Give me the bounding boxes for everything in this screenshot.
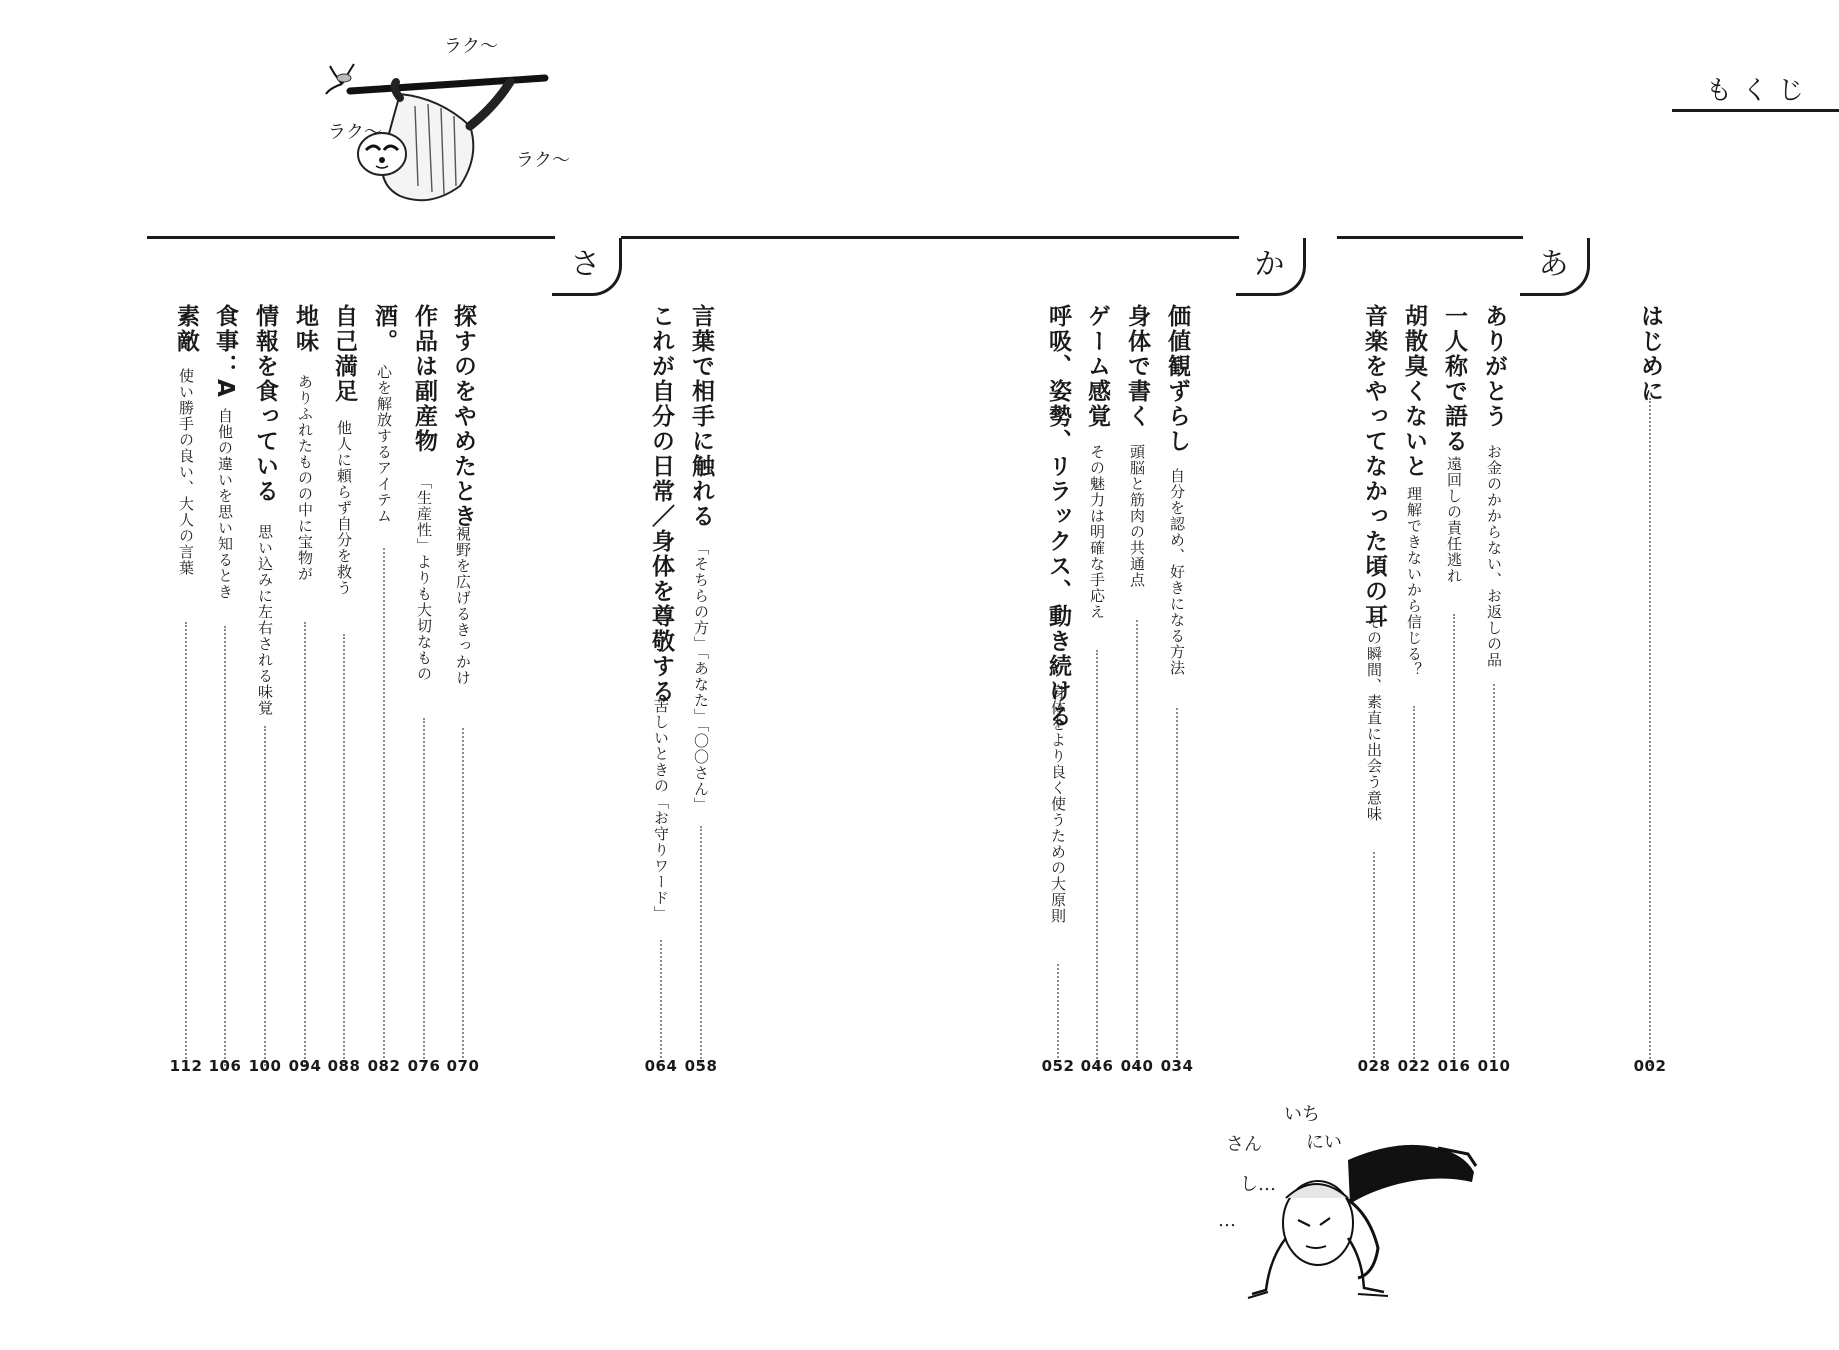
sound-effect: ラク〜 <box>444 36 498 57</box>
entry-subtitle: 使い勝手の良い、大人の言葉 <box>177 368 195 576</box>
entry-title: 素敵 <box>173 304 199 354</box>
count-text: いち <box>1284 1104 1320 1125</box>
page-number: 076 <box>407 1057 441 1075</box>
section-tab: か <box>1236 238 1306 296</box>
entry-subtitle: 「そちらの方」「あなた」「〇〇さん」 <box>692 540 710 813</box>
page-number: 016 <box>1437 1057 1471 1075</box>
page-number: 058 <box>684 1057 718 1075</box>
entry-title: 自己満足 <box>331 304 357 404</box>
page-number: 106 <box>208 1057 242 1075</box>
entry-subtitle: 遠回しの責任逃れ <box>1445 456 1463 584</box>
dot-leader <box>423 718 425 1066</box>
entry-title: 価値観ずらし <box>1164 304 1190 454</box>
entry-title: 音楽をやってなかった頃の耳 <box>1361 304 1387 629</box>
entry-title: はじめに <box>1637 304 1663 404</box>
toc-entry[interactable] <box>1474 304 1514 1066</box>
sound-effect: ラク〜 <box>516 150 570 171</box>
toc-entry[interactable] <box>324 304 364 1066</box>
toc-entry[interactable] <box>404 304 444 1066</box>
dot-leader <box>224 626 226 1066</box>
dot-leader <box>1136 620 1138 1066</box>
page-number: 100 <box>248 1057 282 1075</box>
toc-entry[interactable] <box>1038 304 1078 1066</box>
entry-title: 言葉で相手に触れる <box>688 304 714 529</box>
toc-entry[interactable] <box>1157 304 1197 1066</box>
section-rule <box>621 236 1239 239</box>
toc-entry[interactable] <box>245 304 285 1066</box>
sound-effect: ラク〜 <box>328 122 382 143</box>
toc-entry[interactable] <box>1354 304 1394 1066</box>
entry-title: 情報を食っている <box>252 304 278 504</box>
page-number: 082 <box>367 1057 401 1075</box>
page-number: 070 <box>446 1057 480 1075</box>
entry-subtitle: ありふれたものの中に宝物が <box>296 374 314 582</box>
entry-subtitle: 身体をより良く使うための大原則 <box>1049 684 1067 924</box>
entry-title: ありがとう <box>1481 304 1507 429</box>
page-number: 040 <box>1120 1057 1154 1075</box>
toc-entry[interactable] <box>1434 304 1474 1066</box>
entry-title: これが自分の日常／身体を尊敬する <box>648 304 674 704</box>
entry-subtitle: 他人に頼らず自分を救う <box>335 420 353 596</box>
dot-leader <box>700 826 702 1066</box>
page-number: 112 <box>169 1057 203 1075</box>
page-number: 028 <box>1357 1057 1391 1075</box>
page-number: 022 <box>1397 1057 1431 1075</box>
dot-leader <box>1493 684 1495 1066</box>
dot-leader <box>264 726 266 1066</box>
page-number: 046 <box>1080 1057 1114 1075</box>
toc-entry[interactable] <box>285 304 325 1066</box>
entry-subtitle: その瞬間、素直に出会う意味 <box>1365 614 1383 822</box>
dot-leader <box>1413 706 1415 1066</box>
toc-entry[interactable] <box>1394 304 1434 1066</box>
entry-subtitle: 「生産性」よりも大切なもの <box>415 474 433 682</box>
dot-leader <box>383 548 385 1066</box>
section-tab: さ <box>552 238 622 296</box>
count-text: … <box>1218 1210 1236 1231</box>
count-text: にい <box>1306 1132 1342 1153</box>
page-number: 010 <box>1477 1057 1511 1075</box>
entry-title: 探すのをやめたとき <box>450 304 476 529</box>
count-text: さん <box>1226 1134 1262 1155</box>
sloth-icon <box>320 36 570 216</box>
dot-leader <box>1176 708 1178 1066</box>
dot-leader <box>660 940 662 1066</box>
section-rule <box>147 236 555 239</box>
entry-subtitle: 自分を認め、好きになる方法 <box>1168 468 1186 676</box>
entry-subtitle: 苦しいときの「お守りワード」 <box>652 698 670 922</box>
entry-subtitle: その魅力は明確な手応え <box>1088 444 1106 620</box>
page-number: 088 <box>327 1057 361 1075</box>
entry-subtitle: 思い込みに左右される味覚 <box>256 524 274 716</box>
entry-title: 呼吸、姿勢、リラックス、動き続ける <box>1045 304 1071 729</box>
entry-title: 身体で書く <box>1124 304 1150 429</box>
toc-entry[interactable] <box>364 304 404 1066</box>
toc-entry[interactable] <box>641 304 681 1066</box>
page-number: 052 <box>1041 1057 1075 1075</box>
section-tab: あ <box>1520 238 1590 296</box>
entry-subtitle: 視野を広げるきっかけ <box>454 526 472 686</box>
toc-entry[interactable] <box>1077 304 1117 1066</box>
toc-entry[interactable] <box>681 304 721 1066</box>
dot-leader <box>1057 964 1059 1066</box>
toc-entry[interactable] <box>1117 304 1157 1066</box>
entry-subtitle: 心を解放するアイテム <box>375 364 393 524</box>
page-number: 094 <box>288 1057 322 1075</box>
dot-leader <box>1649 398 1651 1066</box>
entry-title: 食事：A <box>212 304 238 399</box>
entry-subtitle: 自他の違いを思い知るとき <box>216 408 234 600</box>
entry-title: 一人称で語る <box>1441 304 1467 454</box>
dot-leader <box>1373 852 1375 1066</box>
entry-title: 胡散臭くないと <box>1401 304 1427 479</box>
dot-leader <box>185 622 187 1066</box>
entry-title: 地味 <box>292 304 318 354</box>
dot-leader <box>462 728 464 1066</box>
toc-entry[interactable] <box>1630 304 1670 1066</box>
page-title: もくじ <box>1705 76 1814 106</box>
count-text: し… <box>1240 1174 1276 1195</box>
toc-entry[interactable] <box>443 304 483 1066</box>
pushup-illustration <box>1188 1098 1488 1330</box>
dot-leader <box>304 622 306 1066</box>
entry-subtitle: お金のかからない、お返しの品 <box>1485 444 1503 668</box>
dot-leader <box>1096 650 1098 1066</box>
entry-subtitle: 理解できないから信じる？ <box>1405 486 1423 678</box>
entry-title: ゲーム感覚 <box>1084 304 1110 429</box>
section-rule <box>1337 236 1523 239</box>
toc-entry[interactable] <box>205 304 245 1066</box>
entry-subtitle: 頭脳と筋肉の共通点 <box>1128 444 1146 588</box>
page-number: 064 <box>644 1057 678 1075</box>
entry-title: 作品は副産物 <box>411 304 437 454</box>
page-number: 002 <box>1633 1057 1667 1075</box>
sloth-illustration <box>320 36 570 216</box>
page-number: 034 <box>1160 1057 1194 1075</box>
pushup-person-icon <box>1188 1098 1488 1330</box>
dot-leader <box>1453 614 1455 1066</box>
dot-leader <box>343 634 345 1066</box>
entry-title: 酒。 <box>371 304 397 354</box>
toc-entry[interactable] <box>166 304 206 1066</box>
title-rule <box>1672 109 1839 112</box>
